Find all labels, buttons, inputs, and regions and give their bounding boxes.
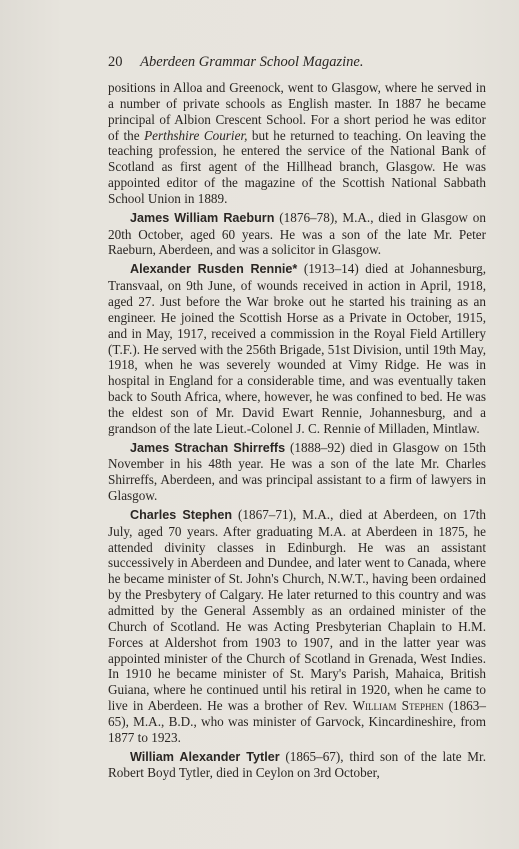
obituary-entry-tytler: William Alexander Tytler (1865–67), third son of the late Mr. Robert Boyd Tytler, died in Ceylon on 3rd October,	[108, 748, 486, 781]
running-header	[108, 54, 364, 71]
newspaper-title: Perthshire Courier,	[144, 127, 248, 143]
person-name: James Strachan Shirreffs	[130, 440, 286, 455]
person-name: James William Raeburn	[130, 210, 275, 225]
obituary-entry-rennie: Alexander Rusden Rennie* (1913–14) died at Johannesburg, Transvaal, on 9th June, of wounds received in action in April, 1918, aged 27. Just before the War broke out he started his training as an engineer. He joined the Scottish Horse as a Private in October, 1915, and in May, 1917, received a commission in the Royal Field Artillery (T.F.). He served with the 256th Brigade, 51st Division, until 19th May, 1918, when he was severely wounded at Vimy Ridge. He was in hospital in England for a considerable time, and was eventually taken back to South Africa, where, however, he was confined to bed. He was the eldest son of Mr. David Ewart Rennie, Johannesburg, and a grandson of the late Lieut.-Colonel J. C. Rennie of Milladen, Mintlaw.	[108, 261, 486, 436]
person-name: William Alexander Tytler	[130, 749, 280, 764]
obituary-entry-raeburn: James William Raeburn (1876–78), M.A., died in Glasgow on 20th October, aged 60 years. He was a son of the late Mr. Peter Raeburn, Aberdeen, and was a solicitor in Glasgow.	[108, 209, 486, 258]
page-number: 20	[108, 54, 123, 70]
person-name: Alexander Rusden Rennie*	[130, 262, 298, 277]
obituary-entry-stephen: Charles Stephen (1867–71), M.A., died at Aberdeen, on 17th July, aged 70 years. After graduating M.A. at Aberdeen in 1875, he attended divinity classes in Edinburgh. He was an assistant successively in Aberdeen and Dundee, and later went to Canada, where he became minister of St. John's Church, N.W.T., having been ordained by the Presbytery of Calgary. He later returned to this country and was admitted by the General Assembly as an ordained minister of the Church of Scotland. He was Acting Presbyterian Chaplain to H.M. Forces at Aldershot from 1903 to 1907, and in the latter year was appointed minister of the Church of Scotland in Grenada, West Indies. In 1910 he became minister of St. Mary's Parish, Mahaica, British Guiana, where he continued until his retiral in 1920, when he came to live in Aberdeen. He was a brother of Rev. William Stephen (1863–65), M.A., B.D., who was minister of Garvock, Kincardineshire, from 1877 to 1923.	[108, 506, 486, 745]
obituary-text	[108, 80, 486, 784]
person-name: Charles Stephen	[130, 507, 233, 522]
related-person-name: William Stephen	[352, 698, 444, 714]
obituary-entry-shirreffs: James Strachan Shirreffs (1888–92) died in Glasgow on 15th November in his 48th year. He was a son of the late Mr. Charles Shirreffs, Aberdeen, and was principal assistant to a firm of lawyers in Glasgow.	[108, 439, 486, 504]
running-title: Aberdeen Grammar School Magazine.	[140, 54, 364, 70]
paragraph-continued: positions in Alloa and Greenock, went to Glasgow, where he served in a number of private schools as English master. In 1887 he became principal of Albion Crescent School. For a short period he was editor of the Perthshire Courier, but he returned to teaching. On leaving the teaching profession, he entered the service of the National Bank of Scotland as first agent of the Hillhead branch, Glasgow. He was appointed editor of the magazine of the Scottish National Sabbath School Union in 1889.	[108, 80, 486, 206]
